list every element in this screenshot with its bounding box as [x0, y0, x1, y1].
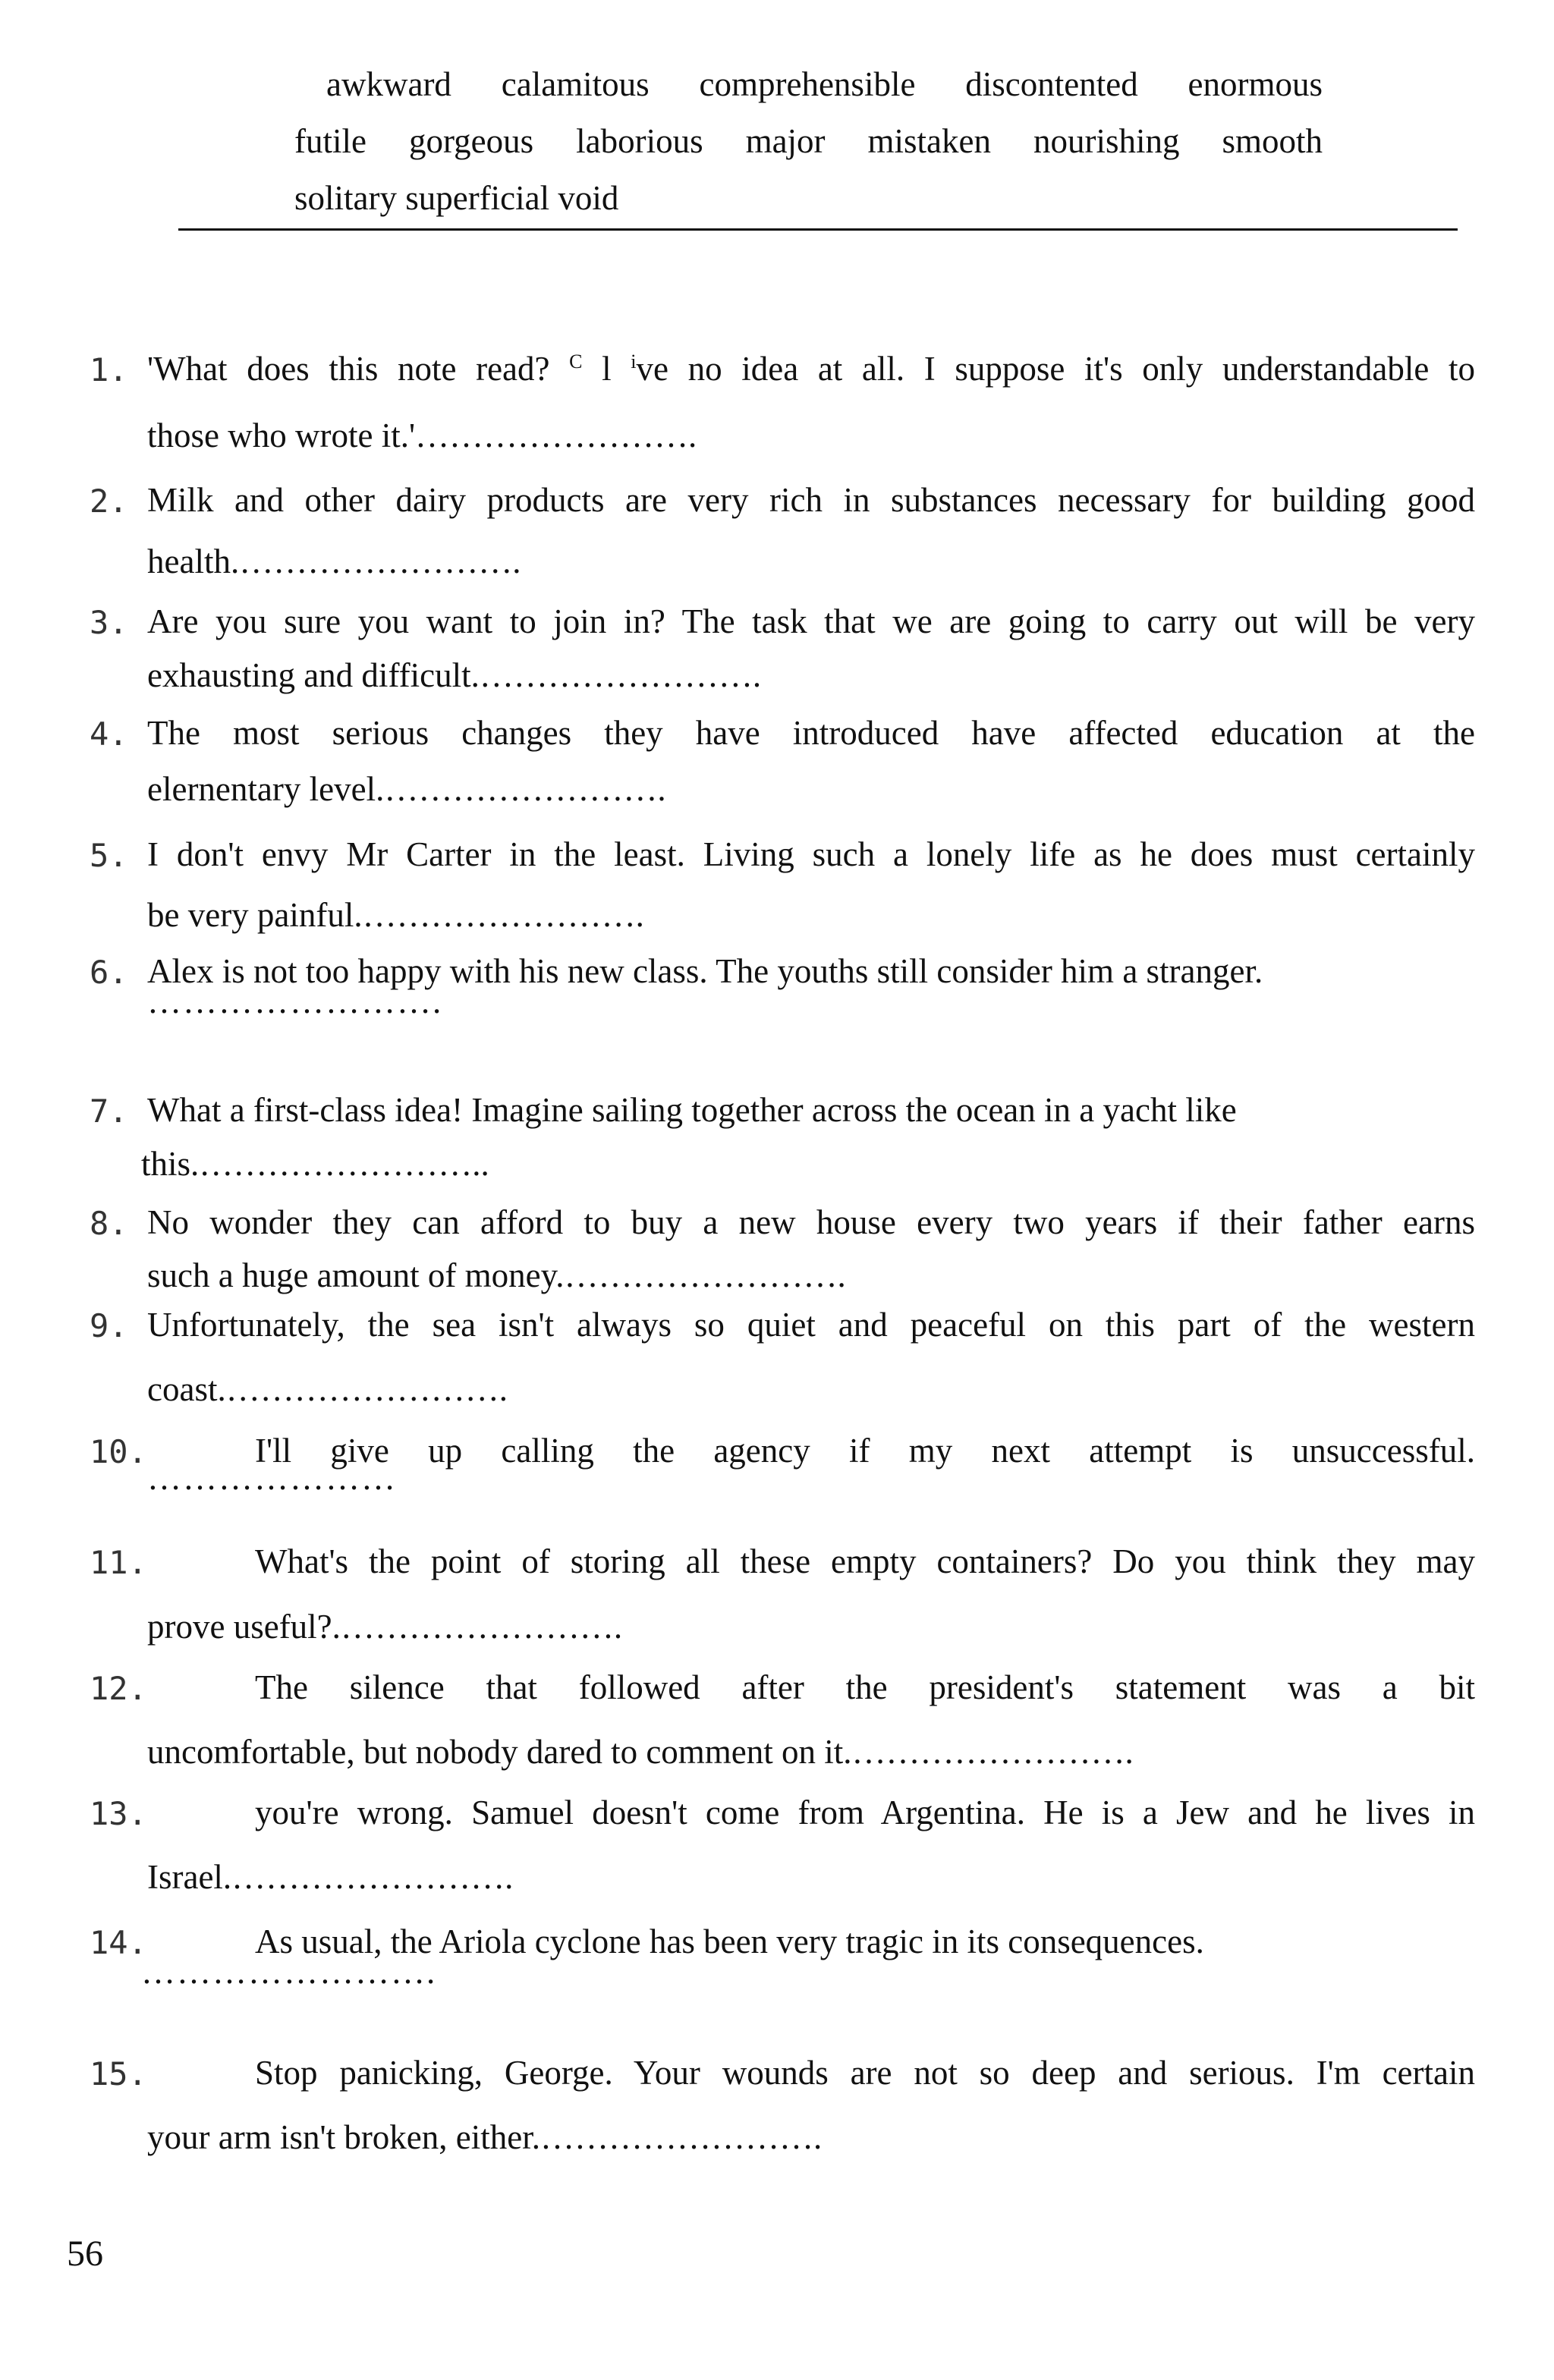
answer-blank-line[interactable]: ……………………. — [141, 1953, 437, 1991]
item-number: 8. — [90, 1205, 128, 1242]
item-number: 13. — [90, 1795, 147, 1832]
answer-blank-line[interactable]: exhausting and difficult.……………………. — [147, 656, 762, 694]
item-sentence: The silence that followed after the president's statement was a bit — [255, 1668, 1475, 1706]
item-number: 5. — [90, 837, 128, 874]
item-number: 14. — [90, 1924, 147, 1961]
answer-blank-line[interactable]: health.……………………. — [147, 542, 521, 580]
answer-blank-line[interactable]: be very painful.……………………. — [147, 896, 644, 934]
item-sentence: What's the point of storing all these empty containers? Do you think they may — [255, 1542, 1475, 1580]
item-number: 4. — [90, 715, 128, 753]
item-number: 1. — [90, 351, 128, 388]
item-sentence: I'll give up calling the agency if my next attempt is unsuccessful. — [255, 1432, 1475, 1470]
item-sentence: Unfortunately, the sea isn't always so quiet and peaceful on this part of the western — [147, 1306, 1475, 1344]
item-sentence: No wonder they can afford to buy a new house every two years if their father earns — [147, 1203, 1475, 1241]
item-sentence: The most serious changes they have introduced have affected education at the — [147, 714, 1475, 752]
item-sentence: Alex is not too happy with his new class. The youths still consider him a stranger. — [147, 952, 1263, 990]
divider-rule — [178, 228, 1458, 231]
word-bank-line: solitary superficial void — [294, 179, 619, 217]
answer-blank-line[interactable]: those who wrote it.'……………………. — [147, 417, 697, 454]
item-sentence: you're wrong. Samuel doesn't come from Argentina. He is a Jew and he lives in — [255, 1794, 1475, 1831]
superscript-mark: i — [631, 351, 637, 373]
item-number: 3. — [90, 604, 128, 641]
item-number: 9. — [90, 1307, 128, 1344]
superscript-mark: C — [569, 351, 583, 373]
word-bank — [294, 56, 1323, 227]
answer-blank-line[interactable]: Israel.……………………. — [147, 1858, 514, 1896]
item-number: 12. — [90, 1670, 147, 1707]
word-bank-line: awkward calamitous comprehensible discontented enormous — [326, 65, 1323, 103]
answer-blank-line[interactable]: this.…………………….. — [141, 1145, 489, 1183]
item-sentence: Stop panicking, George. Your wounds are not so deep and serious. I'm certain — [255, 2054, 1475, 2092]
item-sentence: As usual, the Ariola cyclone has been very tragic in its consequences. — [255, 1923, 1204, 1960]
item-number: 15. — [90, 2055, 147, 2092]
item-sentence: I don't envy Mr Carter in the least. Living such a lonely life as he does must certainly — [147, 835, 1475, 873]
answer-blank-line[interactable]: prove useful?.……………………. — [147, 1608, 623, 1646]
item-sentence: Are you sure you want to join in? The task that we are going to carry out will be very — [147, 602, 1475, 640]
sentence-part: 'What does this note read? — [147, 350, 570, 388]
answer-blank-line[interactable]: ……………………. — [147, 982, 443, 1020]
item-number: 2. — [90, 483, 128, 520]
item-number: 10. — [90, 1433, 147, 1470]
answer-blank-line[interactable]: ………………… — [147, 1459, 397, 1497]
answer-blank-line[interactable]: such a huge amount of money.……………………. — [147, 1256, 846, 1294]
item-sentence: Milk and other dairy products are very rich in substances necessary for building good — [147, 481, 1475, 519]
page-number: 56 — [67, 2234, 103, 2274]
sentence-part: l — [582, 350, 631, 388]
item-sentence — [147, 349, 1475, 388]
sentence-part: ve no idea at all. I suppose it's only understandable to — [636, 350, 1475, 388]
item-number: 6. — [90, 954, 128, 991]
answer-blank-line[interactable]: coast.……………………. — [147, 1370, 508, 1408]
item-number: 11. — [90, 1544, 147, 1581]
answer-blank-line[interactable]: uncomfortable, but nobody dared to comment on it.……………………. — [147, 1733, 1134, 1771]
item-sentence: What a first-class idea! Imagine sailing together across the ocean in a yacht like — [147, 1091, 1237, 1129]
answer-blank-line[interactable]: your arm isn't broken, either.……………………. — [147, 2118, 823, 2156]
word-bank-line: futile gorgeous laborious major mistaken nourishing smooth — [294, 122, 1323, 160]
answer-blank-line[interactable]: elernentary level.……………………. — [147, 770, 666, 808]
item-number: 7. — [90, 1093, 128, 1130]
